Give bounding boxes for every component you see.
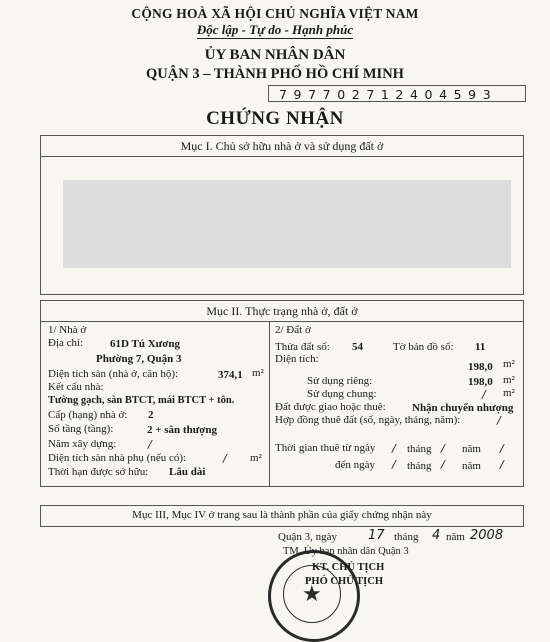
area-value: 198,0: [468, 361, 493, 373]
house-label: 1/ Nhà ở: [48, 324, 87, 336]
column-divider: [269, 321, 270, 486]
address-line1: 61D Tú Xương: [110, 338, 180, 350]
serial-number: 797702712404593: [268, 85, 526, 102]
area-unit: m²: [503, 358, 515, 370]
lease-to-label: đến ngày: [335, 459, 376, 471]
aux-area-label: Diện tích sàn nhà phụ (nếu có):: [48, 452, 187, 464]
footer-note-box: [40, 505, 524, 527]
document-title: CHỨNG NHẬN: [206, 108, 344, 129]
built-year-value: /: [148, 438, 152, 451]
motto: Độc lập - Tự do - Hạnh phúc: [196, 22, 354, 37]
floor-area-value: 374,1: [218, 369, 243, 381]
signature-line2: KT. CHỦ TỊCH: [312, 562, 385, 573]
signature-year-label: năm: [446, 531, 465, 543]
map-sheet-value: 11: [475, 341, 486, 353]
lease-from-year: /: [500, 442, 504, 455]
signature-month: 4: [432, 528, 441, 543]
signature-day: 17: [368, 528, 385, 543]
section2-heading: Mục II. Thực trạng nhà ở, đất ở: [41, 301, 523, 322]
grade-value: 2: [148, 409, 154, 421]
lease-to-year: /: [500, 458, 504, 471]
lease-time-label: Thời gian thuê từ ngày: [275, 442, 376, 454]
floors-value: 2 + sân thượng: [147, 424, 218, 436]
authority-line1: ỦY BAN NHÂN DÂN: [204, 47, 346, 63]
address-label: Địa chỉ:: [48, 337, 84, 349]
shared-use-label: Sử dụng chung:: [307, 388, 377, 400]
plot-label: Thửa đất số:: [275, 341, 330, 353]
lease-label: Hợp đồng thuê đất (số, ngày, tháng, năm):: [275, 414, 461, 426]
grade-label: Cấp (hạng) nhà ở:: [48, 409, 128, 421]
lease-to-month-label: tháng: [407, 460, 432, 472]
term-value: Lâu dài: [169, 466, 206, 478]
address-line2: Phường 7, Quận 3: [96, 353, 182, 365]
seal-emblem-icon: ★: [302, 581, 322, 606]
aux-area-value: /: [223, 452, 227, 465]
term-label: Thời hạn được sở hữu:: [48, 466, 149, 478]
section1-box: [40, 135, 524, 295]
lease-to-month: /: [441, 458, 445, 471]
structure-label: Kết cấu nhà:: [48, 381, 104, 393]
signature-line3: PHÓ CHỦ TỊCH: [305, 576, 383, 587]
plot-value: 54: [352, 341, 363, 353]
structure-value: Tường gạch, sàn BTCT, mái BTCT + tôn.: [48, 395, 235, 406]
lease-to-day: /: [392, 458, 396, 471]
floor-area-unit: m²: [252, 367, 264, 379]
nation-heading: CỘNG HOÀ XÃ HỘI CHỦ NGHĨA VIỆT NAM: [131, 6, 419, 21]
lease-from-day: /: [392, 442, 396, 455]
lease-value: /: [497, 414, 501, 427]
land-label: 2/ Đất ở: [275, 324, 311, 336]
signature-place: Quận 3, ngày: [278, 531, 337, 543]
floor-area-label: Diện tích sàn (nhà ở, căn hộ):: [48, 368, 179, 380]
lease-from-year-label: năm: [462, 443, 481, 455]
lease-from-month-label: tháng: [407, 443, 432, 455]
private-use-label: Sử dụng riêng:: [307, 375, 373, 387]
signature-month-label: tháng: [394, 531, 419, 543]
private-use-value: 198,0: [468, 376, 493, 388]
aux-area-unit: m²: [250, 452, 262, 464]
shared-use-unit: m²: [503, 387, 515, 399]
section1-heading: Mục I. Chủ sở hữu nhà ở và sử dụng đất ở: [41, 136, 523, 157]
lease-to-year-label: năm: [462, 460, 481, 472]
built-year-label: Năm xây dựng:: [48, 438, 117, 450]
area-label: Diện tích:: [275, 353, 319, 365]
allocation-label: Đất được giao hoặc thuê:: [275, 401, 386, 413]
signature-year: 2008: [470, 528, 504, 543]
signature-line1: TM. Ủy ban nhân dân Quận 3: [283, 546, 409, 557]
floors-label: Số tầng (tầng):: [48, 423, 114, 435]
lease-from-month: /: [441, 442, 445, 455]
authority-line2: QUẬN 3 – THÀNH PHỐ HỒ CHÍ MINH: [146, 66, 404, 82]
map-sheet-label: Tờ bản đồ số:: [393, 341, 454, 353]
shared-use-value: /: [482, 388, 486, 401]
allocation-value: Nhận chuyển nhượng: [412, 402, 514, 414]
private-use-unit: m²: [503, 374, 515, 386]
redacted-owner-info: [63, 180, 511, 268]
footer-note: Mục III, Mục IV ở trang sau là thành phần của giấy chứng nhận này: [132, 509, 432, 521]
